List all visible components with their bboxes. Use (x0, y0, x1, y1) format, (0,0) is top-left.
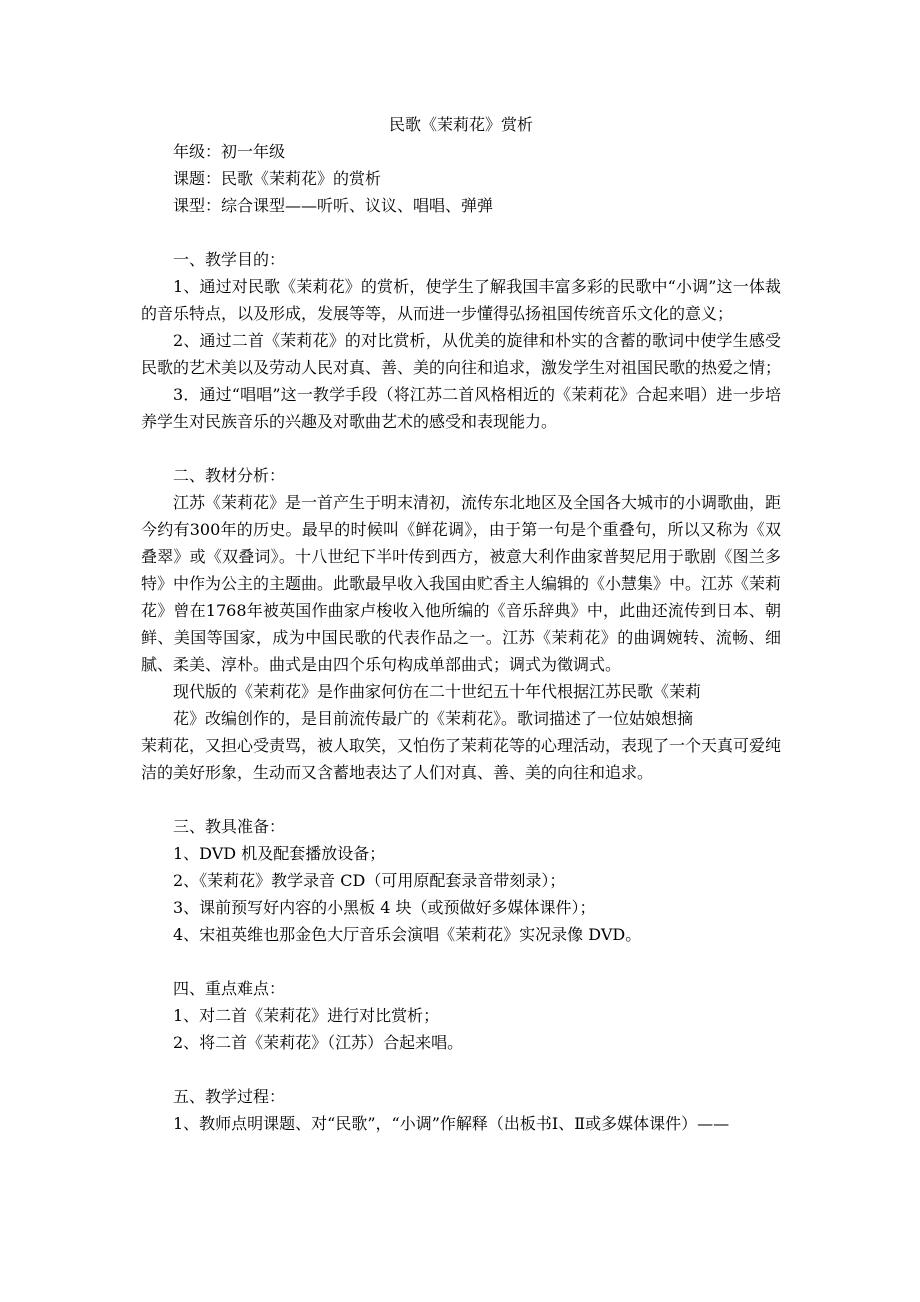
material-analysis-paragraph-2-line-2: 花》改编创作的，是目前流传最广的《茉莉花》。歌词描述了一位姑娘想摘 (173, 709, 694, 728)
document-title: 民歌《茉莉花》赏析 (388, 115, 533, 134)
section-heading-material-analysis: 二、教材分析： (173, 466, 286, 485)
material-analysis-paragraph-2-rest: 茉莉花，又担心受责骂，被人取笑，又怕伤了茉莉花等的心理活动，表现了一个天真可爱纯洁的美好形象，生动而又含蓄地表达了人们对真、善、美的向往和追求。 (141, 736, 782, 782)
objective-item-1: 1、通过对民歌《茉莉花》的赏析，使学生了解我国丰富多彩的民歌中“小调”这一体裁的音乐特点，以及形成，发展等等，从而进一步懂得弘扬祖国传统音乐文化的意义； (141, 277, 781, 323)
spacer (141, 786, 781, 813)
spacer (141, 948, 781, 975)
material-analysis-paragraph-1: 江苏《茉莉花》是一首产生于明末清初，流传东北地区及全国各大城市的小调歌曲，距今约有300年的历史。最早的时候叫《鲜花调》，由于第一句是个重叠句，所以又称为《双叠翠》或《双叠词》。十八世纪下半叶传到西方，被意大利作曲家普契尼用于歌剧《图兰多特》中作为公主的主题曲。此歌最早收入我国由贮香主人编辑的《小慧集》中。江苏《茉莉花》曾在1768年被英国作曲家卢梭收入他所编的《音乐辞典》中，此曲还流传到日本、朝鲜、美国等国家，成为中国民歌的代表作品之一。江苏《茉莉花》的曲调婉转、流畅、细腻、柔美、淳朴。曲式是由四个乐句构成单部曲式；调式为徵调式。 (141, 493, 782, 674)
teaching-process-item-1: 1、教师点明课题、对“民歌”，“小调”作解释（出板书Ⅰ、Ⅱ或多媒体课件）—— (173, 1114, 730, 1133)
spacer (141, 219, 781, 246)
teaching-aid-item-2: 2、《茉莉花》教学录音 CD（可用原配套录音带刻录）； (173, 871, 566, 890)
section-heading-objectives: 一、教学目的： (173, 250, 286, 269)
lesson-type-line: 课型：综合课型——听听、议议、唱唱、弹弹 (173, 196, 494, 215)
key-point-item-1: 1、对二首《茉莉花》进行对比赏析； (173, 1006, 440, 1025)
teaching-aid-item-3: 3、课前预写好内容的小黑板 4 块（或预做好多媒体课件）； (173, 898, 596, 917)
grade-line: 年级：初一年级 (173, 142, 286, 161)
material-analysis-paragraph-2-line-1: 现代版的《茉莉花》是作曲家何仿在二十世纪五十年代根据江苏民歌《茉莉 (173, 682, 702, 701)
section-heading-key-points: 四、重点难点： (173, 979, 286, 998)
objective-item-2: 2、通过二首《茉莉花》的对比赏析，从优美的旋律和朴实的含蓄的歌词中使学生感受民歌的艺术美以及劳动人民对真、善、美的向往和追求，激发学生对祖国民歌的热爱之情； (141, 331, 782, 377)
spacer (141, 435, 781, 462)
teaching-aid-item-1: 1、DVD 机及配套播放设备； (173, 844, 386, 863)
teaching-aid-item-4: 4、宋祖英维也那金色大厅音乐会演唱《茉莉花》实况录像 DVD。 (173, 925, 642, 944)
document-body (141, 111, 781, 1137)
section-heading-teaching-process: 五、教学过程： (173, 1087, 286, 1106)
topic-line: 课题：民歌《茉莉花》的赏析 (173, 169, 382, 188)
objective-item-3: 3．通过“唱唱”这一教学手段（将江苏二首风格相近的《茉莉花》合起来唱）进一步培养学生对民族音乐的兴趣及对歌曲艺术的感受和表现能力。 (141, 385, 781, 431)
spacer (141, 1056, 781, 1083)
key-point-item-2: 2、将二首《茉莉花》（江苏）合起来唱。 (173, 1033, 464, 1052)
section-heading-teaching-aids: 三、教具准备： (173, 817, 286, 836)
